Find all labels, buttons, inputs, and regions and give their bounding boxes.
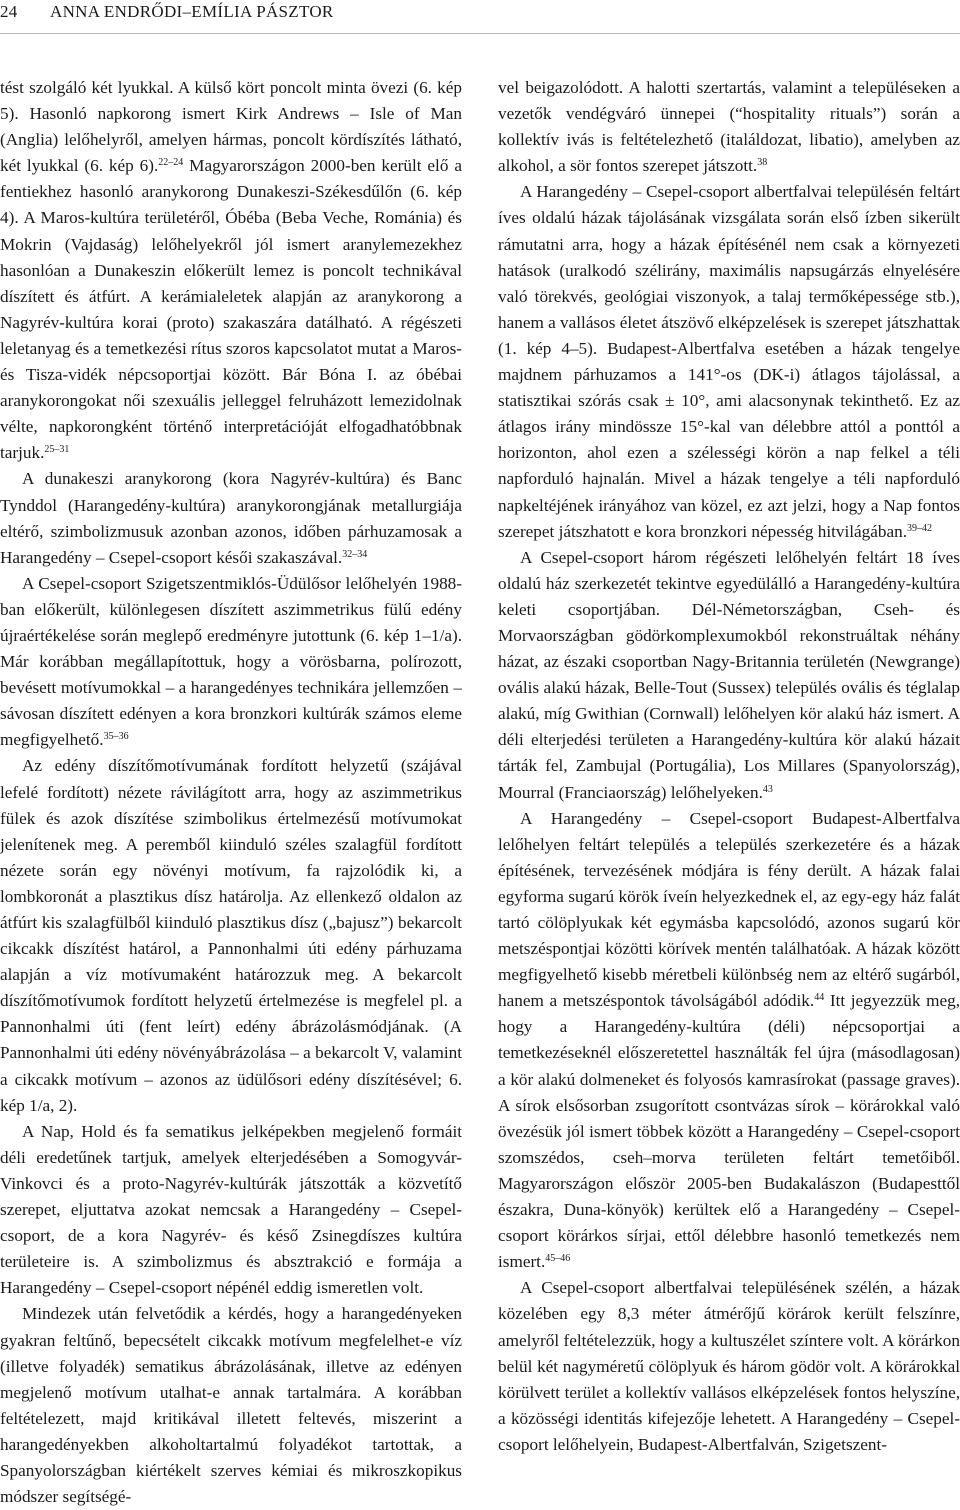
paragraph-text: A Csepel-csoport három régészeti lelőhelyén feltárt 18 íves oldalú ház szerkezetét tekintve egyedülálló a Harangedény-kultúra keleti csoportjában. Dél-Németországban, Cseh- és Morvaországban gödörkomplexumokból rekonstruáltak néhány házat, az északi csoportban Nagy-Britannia területén (Newgrange) ovális alakú házak, Belle-Tout (Sussex) település ovális és téglalap alakú, míg Gwithian (Cornwall) lelőhelyen kör alakú ház ismert. A déli elterjedési területen a Harangedény-kultúra kör alakú házait tárták fel, Zambujal (Portugália), Los Millares (Spanyolország), Mourral (Franciaország) lelőhelyeken. xyxy=(498,547,960,802)
paragraph-text: Itt jegyezzük meg, hogy a Harangedény-kultúra (déli) népcsoportjai a temetkezéseknél előszeretettel használták fel újra (másodlagosan) a kör alakú dolmeneket és folyosós kamrasírokat (passage graves). A sírok elsősorban zsugorított csontvázas sírok – körárokkal való övezésük jól ismert többek között a Harangedény – Csepel-csoport szomszédos, cseh–morva területen feltárt temetőiből. Magyarországon először 2005-ben Budakalászon (Budapesttől északra, Duna-könyök) kerültek elő a Harangedény – Csepel-csoport körárkos sírjai, ettől délebbre hasonló temetkezés nem ismert. xyxy=(498,991,960,1272)
right-column xyxy=(498,75,960,1458)
paragraph-text: vel beigazolódott. A halotti szertartás, valamint a településeken a vezetők vendégváró ünnepei (“hospitality rituals”) során a kollektív ivás is feltételezhető (italáldozat, libatio), amelyben az alkohol, a sör fontos szerepet játszott. xyxy=(498,78,960,176)
paragraph-text: A Csepel-csoport Szigetszentmiklós-Üdülősor lelőhelyén 1988-ban előkerült, különlegesen díszített aszimmetrikus fülű edény újraértékelése során meglepő eredményre jutottunk (6. kép 1–1/a). Már korábban megállapítottuk, hogy a vörösbarna, polírozott, bevésett motívumokkal – a harangedényes technikára jellemzően – sávosan díszített edényen a kora bronzkori kultúrák számos eleme megfigyelhető. xyxy=(0,573,462,750)
paragraph-text: A Nap, Hold és fa sematikus jelképekben megjelenő formáit déli eredetűnek tartjuk, amelyek elterjedésében a Somogyvár-Vinkovci és a proto-Nagyrév-kultúrák játszották a közvetítő szerepet, eljuttatva azokat nemcsak a Harangedény – Csepel-csoport, de a kora Nagyrév- és késő Zsinegdíszes kultúra területeire is. A szimbolizmus és absztrakció e formája a Harangedény – Csepel-csoport népénél eddig ismeretlen volt. xyxy=(0,1121,462,1298)
header-divider xyxy=(0,33,960,34)
footnote-ref: 22–24 xyxy=(158,157,184,169)
body-paragraph xyxy=(498,179,960,544)
paragraph-text: A Harangedény – Csepel-csoport Budapest-Albertfalva lelőhelyen feltárt település a település szerkezetére és a házak építésének, tervezésének módjára is fény derült. A házak falai egyforma sugarú körök íveín helyezkednek el, az egy-egy ház falát tartó cölöplyukak két egymásba kapcsolódó, azonos sugarú kör metszéspontjai közötti körívek mentén találhatóak. A házak között megfigyelhető kisebb méretbeli különbség nem az eltérő sugárból, hanem a metszéspontok távolságából adódik. xyxy=(498,808,960,1011)
body-paragraph xyxy=(0,571,462,754)
footnote-ref: 45–46 xyxy=(545,1253,571,1265)
body-paragraph xyxy=(0,1119,462,1302)
footnote-ref: 39–42 xyxy=(907,522,933,534)
body-paragraph xyxy=(0,466,462,570)
footnote-ref: 35–36 xyxy=(103,731,129,743)
paragraph-text: tést szolgáló két lyukkal. A külső kört poncolt minta övezi (6. kép 5). Hasonló napkorong ismert Kirk Andrews – Isle of Man (Anglia) lelőhelyről, amelyen hármas, poncolt kördíszítés látható, két lyukkal (6. kép 6). xyxy=(0,78,462,176)
body-paragraph xyxy=(0,753,462,1118)
footnote-ref: 44 xyxy=(814,992,825,1004)
paragraph-text: Az edény díszítőmotívumának fordított helyzetű (szájával lefelé fordított) nézete rávilágított arra, hogy az aszimmetrikus fülek és azok díszítése szimbolikus értelmezésű motívumokat jelenítenek meg. A peremből kiinduló széles szalagfül fordított nézete során egy növényi motívum, fa rajzolódik ki, a lombkoronát a plasztikus dísz határolja. Az ellenkező oldalon az átfúrt kis szalagfülből kiinduló plasztikus dísz („bajusz”) bekarcolt cikcakk díszítést határol, a Pannonhalmi úti edény párhuzama alapján a víz motívumaként határozzuk meg. A bekarcolt díszítőmotívumok fordított helyzetű értelmezése is megfelel pl. a Pannonhalmi úti (fent leírt) edény ábrázolásmódjának. (A Pannonhalmi úti edény növényábrázolása – a bekarcolt V, valamint a cikcakk motívum – azonos az üdülősori edény díszítésével; 6. kép 1/a, 2). xyxy=(0,756,462,1115)
running-head: ANNA ENDRŐDI–EMÍLIA PÁSZTOR xyxy=(50,2,334,21)
body-paragraph xyxy=(498,75,960,179)
body-paragraph xyxy=(498,806,960,1276)
body-paragraph xyxy=(0,1301,462,1510)
footnote-ref: 32–34 xyxy=(342,548,368,560)
page-header xyxy=(0,0,960,34)
left-column xyxy=(0,75,462,1510)
footnote-ref: 43 xyxy=(762,783,773,795)
page-number: 24 xyxy=(0,2,18,21)
paragraph-text: A Csepel-csoport albertfalvai településének szélén, a házak közelében egy 8,3 méter átmérőjű körárok került felszínre, amelyről feltételezzük, hogy a kultuszélet színtere volt. A körárkon belül két nagyméretű cölöplyuk és három gödör volt. A körárokkal körülvett terület a kollektív vallásos elképzelések fontos helyszíne, a közösségi identitás kifejezője lehetett. A Harangedény – Csepel-csoport lelőhelyein, Budapest-Albertfalván, Szigetszent- xyxy=(498,1278,960,1454)
paragraph-text: A Harangedény – Csepel-csoport albertfalvai településén feltárt íves oldalú házak tájolásának vizsgálata során első ízben sikerült rámutatni arra, hogy a házak építésénél nem csak a környezeti hatások (uralkodó szélirány, maximális napsugárzás elnyelésére való törekvés, geológiai viszonyok, a talaj termőképessége stb.), hanem a vallásos életet átszövő elképzelések is szerepet játszhattak (1. kép 4–5). Budapest-Albertfalva esetében a házak tengelye majdnem párhuzamos a 141°-os (DK-i) átlagos tájolással, a statisztikai szórás csak ± 10°, ami alacsonynak tekinthető. Ez az átlagos irány mindössze 15°-kal van délebbre attól a ponttól a horizonton, ahol ezen a szélességi körön a nap felkel a téli napforduló hajnalán. Mivel a házak tengelye a téli napforduló napkeltéjének irányához van közel, ez azt jelzi, hogy a Nap fontos szerepet játszhatott e kora bronzkori népesség hitvilágában. xyxy=(498,182,960,541)
body-paragraph xyxy=(498,1275,960,1458)
body-paragraph xyxy=(0,75,462,466)
paragraph-text: Magyarországon 2000-ben került elő a fentiekhez hasonló aranykorong Dunakeszi-Székesdűlőn (6. kép 4). A Maros-kultúra területéről, Óbéba (Beba Veche, Románia) és Mokrin (Vajdaság) lelőhelyekről jól ismert aranylemezekhez hasonlóan a Dunakeszin előkerült lemez is poncolt technikával díszített és átfúrt. A kerámialeletek alapján az aranykorong a Nagyrév-kultúra korai (proto) szakaszára datálható. A régészeti leletanyag és a temetkezési rítus szoros kapcsolatot mutat a Maros- és Tisza-vidék népcsoportjai között. Bár Bóna I. az óbébai aranykorongokat női szexuális jelleggel felruházott lemezidolnak vélte, napkorongként történő interpretációját elfogadhatóbbnak tarjuk. xyxy=(0,156,462,463)
footnote-ref: 38 xyxy=(757,157,768,169)
paragraph-text: Mindezek után felvetődik a kérdés, hogy a harangedényeken gyakran feltűnő, bepecsételt cikcakk motívum megfelelhet-e víz (illetve folyadék) sematikus ábrázolásának, illetve az edényen megjelenő motívum utalhat-e annak tartalmára. A korábban feltételezett, majd kritikával illetett feltevés, miszerint a harangedényekben alkoholtartalmú folyadékot tartottak, a Spanyolországban kiértékelt szerves kémiai és mikroszkopikus módszer segítségé- xyxy=(0,1304,462,1507)
body-paragraph xyxy=(498,545,960,806)
paragraph-text: A dunakeszi aranykorong (kora Nagyrév-kultúra) és Banc Tynddol (Harangedény-kultúra) aranykorongjának metallurgiája eltérő, szimbolizmusuk azonban azonos, időben párhuzamosak a Harangedény – Csepel-csoport késői szakaszával. xyxy=(0,469,462,567)
footnote-ref: 25–31 xyxy=(44,444,70,456)
